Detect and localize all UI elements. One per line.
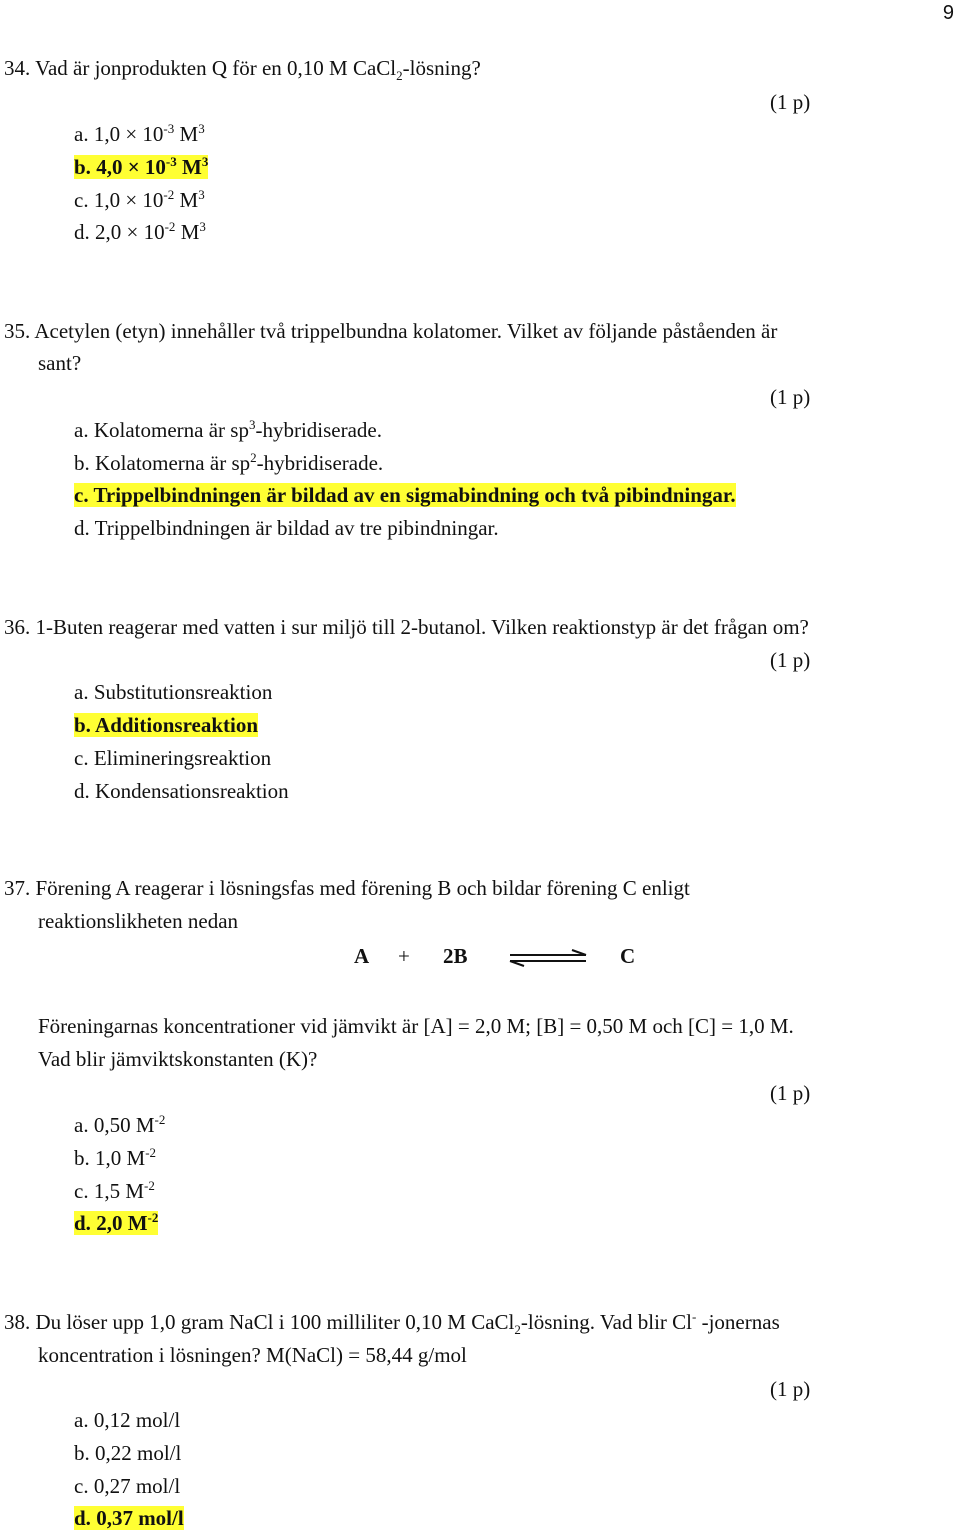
answer-option: c. $1,0 \times 10^{-2}$ $M^3$	[74, 187, 205, 212]
question-38-text	[4, 1309, 780, 1338]
question-36-text	[4, 614, 809, 640]
answer-option: c. Elimineringsreaktion	[74, 746, 272, 770]
answer-option: c. 0,27 mol/l	[74, 1474, 181, 1498]
question-35-text	[4, 318, 777, 344]
answer-option: a. Kolatomerna är $sp^3$-hybridiserade.	[74, 417, 382, 442]
question-number: 37.	[4, 876, 31, 900]
question-34-text	[4, 55, 481, 84]
answer-option-correct: b. $4,0 \times 10^{-3}$ $M^3$	[74, 154, 209, 179]
reaction-equation	[0, 940, 960, 976]
question-text-continued: koncentration i lösningen? M(NaCl) = 58,44 g/mol	[38, 1343, 467, 1367]
answer-option-correct: b. Additionsreaktion	[74, 713, 259, 737]
question-number: 35.	[4, 319, 31, 343]
points-label: (1 p)	[770, 1377, 811, 1401]
answer-option: c. 1,5 $M^{-2}$	[74, 1178, 155, 1203]
plus-sign: +	[398, 944, 410, 968]
question-text: Du löser upp 1,0 gram NaCl i 100 milliliter 0,10 M CaCl$_2$-lösning. Vad blir Cl- -jonernas	[35, 1309, 780, 1338]
question-text-continued: Föreningarnas koncentrationer vid jämvikt är [A] = 2,0 M; [B] = 0,50 M och [C] = 1,0 M.	[38, 1014, 794, 1038]
question-text-continued: sant?	[38, 351, 82, 375]
answer-option-correct: c. Trippelbindningen är bildad av en sigmabindning och två pibindningar.	[74, 483, 736, 507]
points-label: (1 p)	[770, 648, 811, 672]
question-text: Acetylen (etyn) innehåller två trippelbundna kolatomer. Vilket av följande påståenden är	[34, 319, 778, 343]
answer-option: d. Trippelbindningen är bildad av tre pibindningar.	[74, 516, 499, 540]
question-number: 38.	[4, 1310, 31, 1334]
page-number: 9	[942, 2, 954, 24]
question-text-continued: reaktionslikheten nedan	[38, 909, 239, 933]
reactant-b: 2B	[443, 944, 468, 968]
answer-option: a. 0,12 mol/l	[74, 1408, 181, 1432]
answer-option: a. $1,0 \times 10^{-3}$ $M^3$	[74, 121, 205, 146]
equilibrium-arrow-icon	[508, 948, 588, 968]
points-label: (1 p)	[770, 385, 811, 409]
answer-option: a. 0,50 $M^{-2}$	[74, 1112, 166, 1137]
answer-option-correct: d. 0,37 mol/l	[74, 1506, 184, 1530]
question-text: 1-Buten reagerar med vatten i sur miljö till 2-butanol. Vilken reaktionstyp är det frågan om?	[35, 615, 809, 639]
question-number: 34.	[4, 56, 31, 80]
answer-option: d. Kondensationsreaktion	[74, 779, 289, 803]
answer-option: a. Substitutionsreaktion	[74, 680, 273, 704]
answer-option-correct: d. 2,0 $M^{-2}$	[74, 1210, 159, 1235]
question-text-continued: Vad blir jämviktskonstanten (K)?	[38, 1047, 318, 1071]
answer-option: b. Kolatomerna är $sp^2$-hybridiserade.	[74, 450, 384, 475]
reactant-a: A	[354, 944, 370, 968]
answer-option: b. 0,22 mol/l	[74, 1441, 182, 1465]
question-text: Förening A reagerar i lösningsfas med förening B och bildar förening C enligt	[35, 876, 690, 900]
points-label: (1 p)	[770, 1081, 811, 1105]
answer-option: b. 1,0 $M^{-2}$	[74, 1145, 157, 1170]
product-c: C	[620, 944, 636, 968]
question-37-text	[4, 875, 690, 901]
question-number: 36.	[4, 615, 31, 639]
question-text: Vad är jonprodukten Q för en 0,10 M CaCl$_2$-lösning?	[35, 56, 481, 84]
answer-option: d. $2,0 \times 10^{-2}$ $M^3$	[74, 219, 206, 244]
points-label: (1 p)	[770, 90, 811, 114]
